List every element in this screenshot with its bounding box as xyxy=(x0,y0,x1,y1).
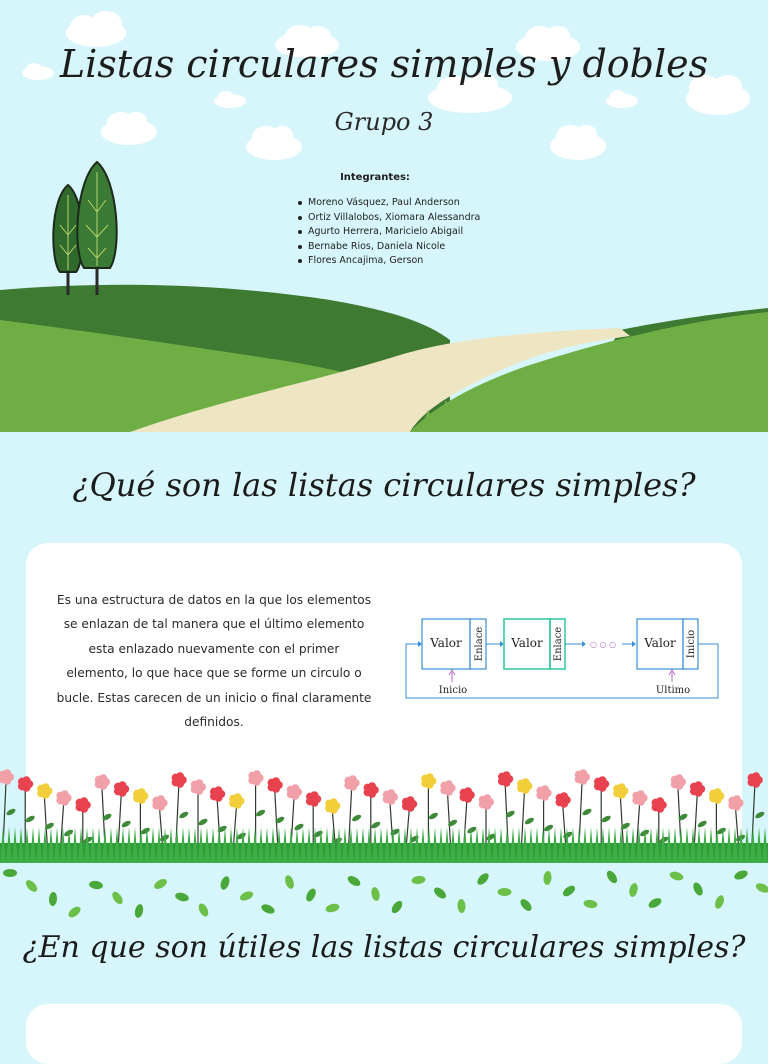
leaf-icon xyxy=(669,870,685,882)
leaf-icon xyxy=(3,869,17,877)
list-item: Flores Ancajima, Gerson xyxy=(298,254,480,269)
node-link-label: Enlace xyxy=(553,626,564,662)
list-item: Agurto Herrera, Maricielo Abigail xyxy=(298,225,480,240)
flower-icon xyxy=(191,779,209,847)
flower-icon xyxy=(748,772,766,847)
list-item: Ortiz Villalobos, Xiomara Alessandra xyxy=(298,211,480,226)
flower-icon xyxy=(364,782,382,847)
leaf-icon xyxy=(24,878,39,894)
leaf-icon xyxy=(411,875,426,885)
content-card xyxy=(26,1004,742,1064)
members-heading: Integrantes: xyxy=(340,172,410,183)
flower-icon xyxy=(575,769,593,847)
leaf-icon xyxy=(497,888,511,896)
node-link-label: Inicio xyxy=(686,629,697,659)
leaf-icon xyxy=(713,894,725,910)
leaf-icon xyxy=(432,885,448,900)
definition-paragraph: Es una estructura de datos en la que los elementos se enlazan de tal manera que el último elemento esta enlazado nuevamente con el primer elemento, lo que hace que se forme un circulo o bucle. Estas carecen de un inicio o final claramente definidos. xyxy=(56,593,372,730)
flower-icon xyxy=(652,797,670,847)
flower-icon xyxy=(287,784,305,847)
leaf-icon xyxy=(370,886,381,901)
flower-icon xyxy=(728,795,746,847)
section-heading: ¿En que son útiles las listas circulares simples? xyxy=(22,930,746,965)
leaf-icon xyxy=(197,902,210,918)
circular-list-diagram xyxy=(396,610,726,705)
leaf-icon xyxy=(691,881,704,897)
leaf-icon xyxy=(543,871,552,886)
leaf-icon xyxy=(134,903,145,918)
leaf-icon xyxy=(260,902,276,915)
leaf-icon xyxy=(110,890,125,906)
flower-icon xyxy=(56,790,74,847)
leaf-icon xyxy=(583,899,598,909)
section-heading: ¿Qué son las listas circulares simples? xyxy=(72,466,696,504)
members-list xyxy=(298,196,480,269)
flower-icon xyxy=(556,792,574,847)
leaf-icon xyxy=(605,869,619,885)
flower-icon xyxy=(344,775,362,847)
cloud-icon xyxy=(606,90,638,108)
list-item: Bernabe Rios, Daniela Nicole xyxy=(298,240,480,255)
group-subtitle: Grupo 3 xyxy=(334,108,434,136)
leaf-icon xyxy=(475,871,490,887)
flower-icon xyxy=(440,780,458,847)
flower-icon xyxy=(95,774,113,847)
node-link-label: Enlace xyxy=(474,626,485,662)
flower-icon xyxy=(76,797,94,847)
leaf-icon xyxy=(628,882,639,897)
ellipsis-dots: ○ ○ ○ xyxy=(589,640,617,649)
leaf-icon xyxy=(67,904,83,919)
flower-icon xyxy=(383,789,401,847)
flower-icon xyxy=(248,770,266,847)
node-value-label: Valor xyxy=(511,636,543,650)
leaf-icon xyxy=(283,874,295,890)
node-value-label: Valor xyxy=(644,636,676,650)
end-pointer-label: Ultimo xyxy=(655,685,691,696)
flower-icon xyxy=(517,778,535,847)
flower-icon xyxy=(632,790,650,847)
leaf-icon xyxy=(561,884,577,899)
leaf-icon xyxy=(219,875,231,891)
leaf-icon xyxy=(89,880,104,890)
flower-icon xyxy=(421,773,439,847)
flower-garden-decoration xyxy=(0,765,768,925)
leaf-icon xyxy=(733,869,749,882)
flower-icon xyxy=(172,772,190,847)
hero-banner xyxy=(0,0,768,432)
cloud-icon xyxy=(214,91,246,108)
flower-icon xyxy=(460,787,478,847)
leaf-icon xyxy=(518,897,533,913)
leaf-icon xyxy=(238,890,254,903)
leaf-icon xyxy=(325,902,341,913)
leaf-icon xyxy=(49,892,58,907)
flower-icon xyxy=(268,777,286,847)
leaf-icon xyxy=(304,887,318,903)
flower-icon xyxy=(479,794,497,847)
flower-icon xyxy=(671,774,689,847)
page-title: Listas circulares simples y dobles xyxy=(59,42,709,86)
list-item: Moreno Vásquez, Paul Anderson xyxy=(298,196,480,211)
leaf-icon xyxy=(647,896,663,910)
start-pointer-label: Inicio xyxy=(438,685,468,696)
leaf-icon xyxy=(346,874,362,888)
tree-icon xyxy=(77,162,116,295)
leaf-icon xyxy=(174,891,190,903)
flower-icon xyxy=(536,785,554,847)
leaf-icon xyxy=(152,877,168,891)
leaf-icon xyxy=(390,899,405,915)
leaf-icon xyxy=(754,881,768,894)
flower-icon xyxy=(152,795,170,847)
node-value-label: Valor xyxy=(430,636,462,650)
leaf-icon xyxy=(457,899,466,913)
